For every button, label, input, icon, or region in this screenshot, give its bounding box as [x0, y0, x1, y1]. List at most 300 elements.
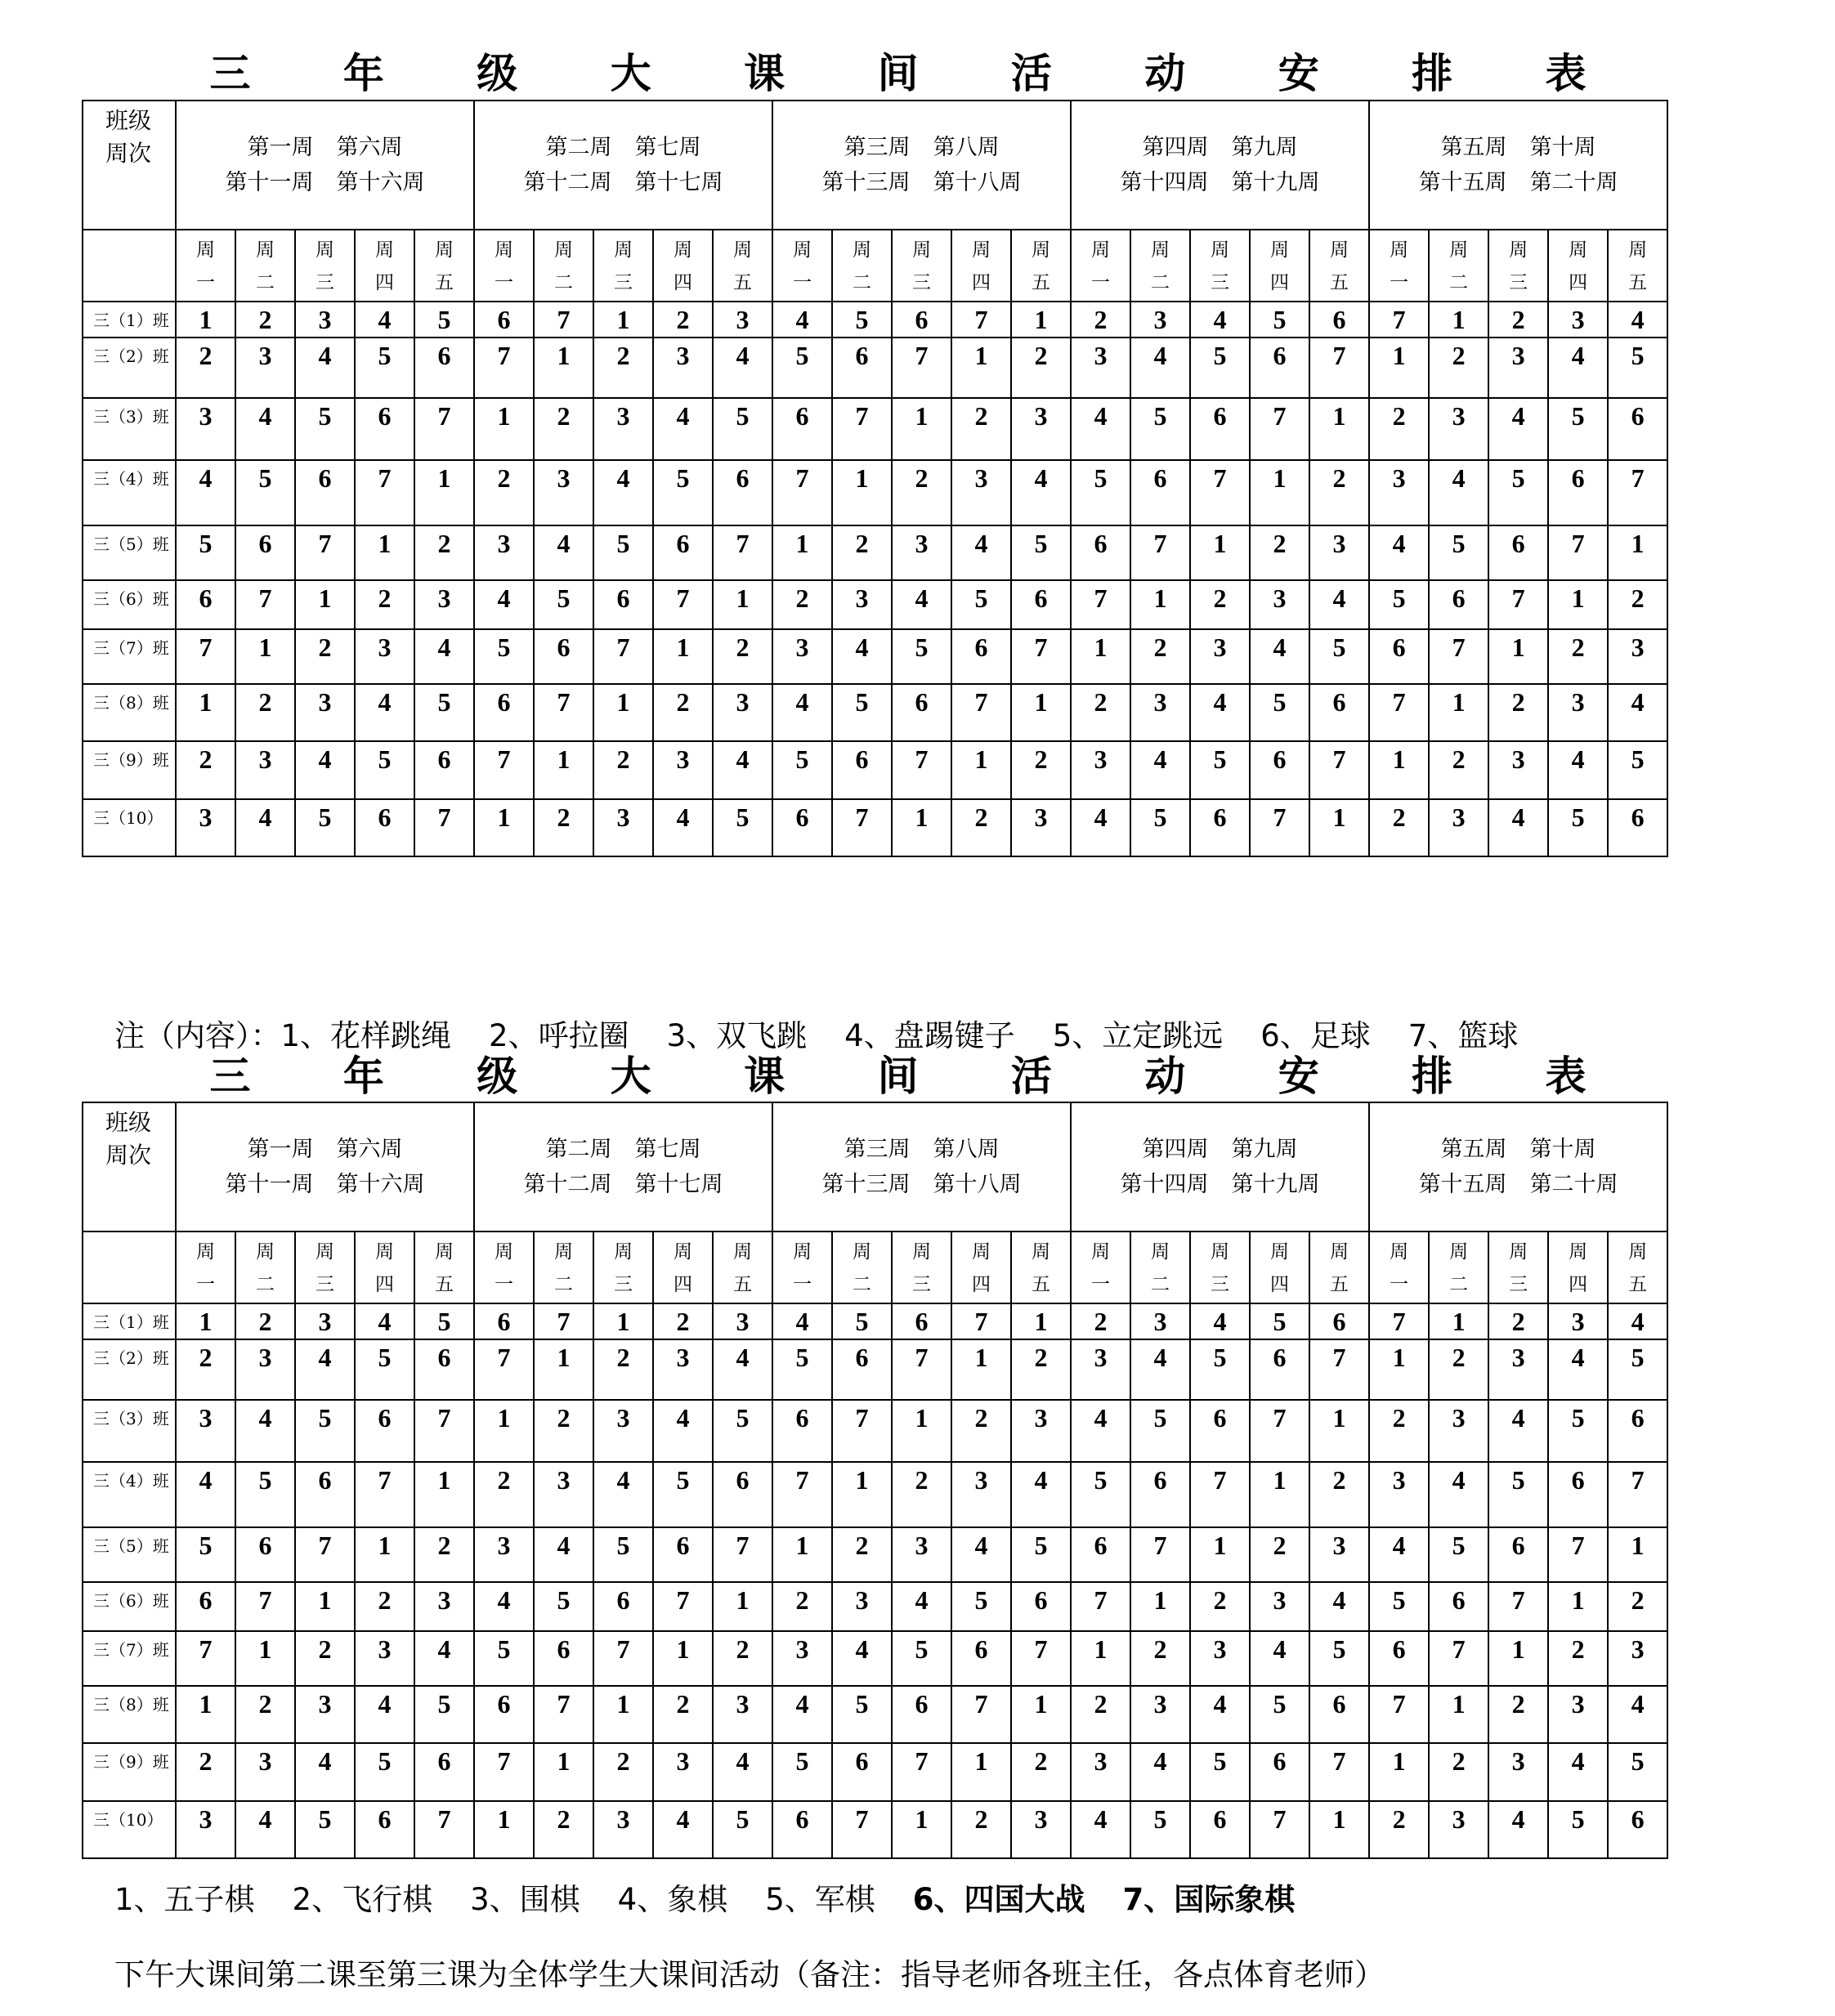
table-row — [83, 525, 1667, 580]
activity-cell: 3 — [1548, 1686, 1608, 1743]
activity-cell: 4 — [1309, 1582, 1369, 1631]
day-header — [1309, 1232, 1369, 1303]
day-header-char: 三 — [614, 1274, 633, 1295]
activity-cell: 1 — [1369, 741, 1429, 799]
day-header-char: 二 — [853, 272, 872, 293]
activity-cell: 7 — [1250, 1400, 1309, 1462]
activity-cell: 5 — [1130, 1801, 1190, 1858]
activity-cell: 7 — [1369, 1303, 1429, 1339]
activity-cell: 1 — [713, 580, 772, 629]
activity-cell: 7 — [951, 1686, 1011, 1743]
day-header — [534, 1232, 593, 1303]
activity-cell: 3 — [295, 302, 355, 337]
day-header — [951, 230, 1011, 302]
week-label: 第十三周 — [821, 1172, 911, 1197]
activity-cell: 4 — [474, 580, 534, 629]
activity-cell: 1 — [772, 1527, 832, 1582]
activity-cell: 3 — [534, 460, 593, 525]
day-header-char: 周 — [316, 1241, 334, 1263]
activity-cell: 2 — [1309, 460, 1369, 525]
activity-cell: 7 — [892, 1339, 951, 1400]
activity-cell: 5 — [892, 629, 951, 684]
activity-cell: 5 — [1369, 580, 1429, 629]
activity-cell: 4 — [176, 460, 235, 525]
activity-cell: 4 — [772, 684, 832, 741]
day-header-char: 周 — [1032, 239, 1051, 261]
activity-cell: 5 — [1608, 337, 1667, 398]
activity-cell: 5 — [713, 1801, 772, 1858]
activity-cell: 4 — [474, 1582, 534, 1631]
activity-cell: 2 — [1011, 337, 1071, 398]
activity-cell: 2 — [1071, 302, 1130, 337]
activity-cell: 3 — [1250, 1582, 1309, 1631]
day-header-char: 周 — [972, 239, 991, 261]
activity-cell: 6 — [772, 799, 832, 856]
activity-cell: 1 — [474, 1400, 534, 1462]
day-header-char: 周 — [256, 239, 275, 261]
day-header-char: 一 — [793, 1274, 812, 1295]
activity-cell: 4 — [1190, 302, 1250, 337]
week-label: 第四周 — [1142, 1137, 1209, 1162]
day-header — [355, 1232, 414, 1303]
activity-cell: 7 — [832, 799, 892, 856]
day-header — [1071, 1232, 1130, 1303]
day-header-char: 周 — [972, 1241, 991, 1263]
corner-label: 班级 — [105, 107, 152, 134]
activity-cell: 5 — [593, 525, 653, 580]
day-header-char: 周 — [1628, 239, 1648, 261]
activity-cell: 2 — [1548, 1631, 1608, 1686]
day-header — [414, 1232, 474, 1303]
activity-cell: 2 — [713, 629, 772, 684]
day-header-char: 周 — [793, 1241, 812, 1263]
activity-cell: 3 — [593, 398, 653, 460]
activity-cell: 3 — [1071, 1743, 1130, 1801]
activity-cell: 2 — [1071, 1303, 1130, 1339]
table-row — [83, 1303, 1667, 1339]
day-header — [235, 230, 295, 302]
week-label: 第五周 — [1440, 1137, 1507, 1162]
activity-cell: 4 — [1608, 302, 1667, 337]
week-label: 第十二周 — [523, 170, 612, 195]
activity-cell: 5 — [1548, 398, 1608, 460]
activity-cell: 3 — [414, 1582, 474, 1631]
activity-cell: 6 — [832, 741, 892, 799]
activity-cell: 2 — [1608, 580, 1667, 629]
activity-cell: 2 — [534, 398, 593, 460]
activity-cell: 7 — [534, 302, 593, 337]
schedule-table — [82, 100, 1668, 857]
activity-cell: 3 — [1011, 1801, 1071, 1858]
day-header-char: 周 — [1449, 1241, 1469, 1263]
day-header — [1190, 230, 1250, 302]
day-header — [1369, 230, 1429, 302]
activity-cell: 1 — [295, 580, 355, 629]
week-label: 第十七周 — [634, 170, 723, 195]
activity-cell: 4 — [1190, 1303, 1250, 1339]
class-label: 三（6）班 — [83, 1582, 176, 1631]
class-label: 三（8）班 — [83, 684, 176, 741]
activity-cell: 3 — [1071, 337, 1130, 398]
schedule-table-second — [82, 1102, 1668, 1859]
legend-item: 5、军棋 — [765, 1882, 875, 1917]
activity-cell: 3 — [653, 741, 713, 799]
activity-cell: 5 — [414, 684, 474, 741]
activity-cell: 5 — [1190, 1339, 1250, 1400]
activity-cell: 5 — [1488, 1462, 1548, 1527]
activity-cell: 2 — [892, 460, 951, 525]
activity-cell: 2 — [653, 302, 713, 337]
activity-cell: 6 — [1548, 1462, 1608, 1527]
day-header — [235, 1232, 295, 1303]
week-label: 第十九周 — [1231, 1172, 1320, 1197]
activity-cell: 2 — [772, 580, 832, 629]
week-label: 第十六周 — [336, 1172, 425, 1197]
activity-cell: 7 — [1309, 1743, 1369, 1801]
activity-cell: 3 — [1130, 1686, 1190, 1743]
activity-cell: 2 — [951, 1801, 1011, 1858]
activity-cell: 2 — [1429, 337, 1488, 398]
day-header-char: 周 — [554, 1241, 574, 1263]
activity-cell: 2 — [1369, 1801, 1429, 1858]
day-header — [892, 230, 951, 302]
activity-cell: 5 — [713, 799, 772, 856]
week-label: 第三周 — [844, 135, 911, 160]
activity-cell: 2 — [1071, 1686, 1130, 1743]
activity-cell: 1 — [1429, 1303, 1488, 1339]
day-header-char: 五 — [733, 1274, 753, 1295]
activity-cell: 3 — [772, 1631, 832, 1686]
activity-cell: 4 — [235, 1400, 295, 1462]
activity-cell: 6 — [892, 684, 951, 741]
activity-cell: 3 — [1011, 398, 1071, 460]
day-header-char: 四 — [1569, 1274, 1588, 1295]
activity-cell: 5 — [1250, 1303, 1309, 1339]
activity-cell: 4 — [414, 629, 474, 684]
week-group-header — [772, 101, 1071, 230]
activity-cell: 5 — [1429, 525, 1488, 580]
activity-cell: 5 — [593, 1527, 653, 1582]
activity-cell: 1 — [1190, 525, 1250, 580]
activity-cell: 1 — [534, 337, 593, 398]
activity-cell: 4 — [892, 580, 951, 629]
activity-cell: 5 — [772, 1339, 832, 1400]
activity-cell: 2 — [1309, 1462, 1369, 1527]
activity-cell: 6 — [474, 1303, 534, 1339]
activity-cell: 6 — [1011, 580, 1071, 629]
activity-cell: 5 — [1429, 1527, 1488, 1582]
activity-cell: 2 — [593, 337, 653, 398]
activity-cell: 3 — [1429, 799, 1488, 856]
day-header-char: 二 — [1151, 272, 1170, 293]
class-label: 三（10） — [83, 1801, 176, 1858]
activity-cell: 6 — [653, 525, 713, 580]
activity-cell: 1 — [593, 302, 653, 337]
week-label: 第九周 — [1231, 1137, 1298, 1162]
activity-cell: 5 — [1488, 460, 1548, 525]
activity-cell: 1 — [1429, 1686, 1488, 1743]
activity-cell: 7 — [1011, 629, 1071, 684]
activity-cell: 2 — [355, 580, 414, 629]
legend-item: 7、国际象棋 — [1122, 1882, 1296, 1917]
activity-cell: 2 — [1488, 302, 1548, 337]
activity-cell: 7 — [414, 799, 474, 856]
activity-cell: 4 — [1548, 1743, 1608, 1801]
activity-cell: 7 — [534, 1303, 593, 1339]
activity-cell: 4 — [355, 302, 414, 337]
activity-cell: 1 — [653, 1631, 713, 1686]
day-header-char: 二 — [1151, 1274, 1170, 1295]
activity-cell: 5 — [772, 741, 832, 799]
activity-cell: 5 — [1190, 1743, 1250, 1801]
activity-cell: 3 — [1548, 302, 1608, 337]
activity-cell: 6 — [1250, 1339, 1309, 1400]
activity-cell: 1 — [1011, 1303, 1071, 1339]
activity-cell: 1 — [1429, 684, 1488, 741]
activity-cell: 3 — [1548, 684, 1608, 741]
activity-cell: 5 — [295, 1400, 355, 1462]
activity-cell: 1 — [355, 525, 414, 580]
week-label: 第十八周 — [933, 170, 1022, 195]
day-header-char: 周 — [912, 1241, 932, 1263]
activity-cell: 3 — [832, 1582, 892, 1631]
activity-cell: 2 — [235, 1686, 295, 1743]
activity-cell: 3 — [713, 684, 772, 741]
activity-cell: 4 — [1369, 525, 1429, 580]
week-label: 第十四周 — [1120, 170, 1209, 195]
week-label: 第一周 — [247, 1137, 314, 1162]
day-header-char: 周 — [1211, 239, 1230, 261]
activity-cell: 2 — [951, 799, 1011, 856]
activity-cell: 5 — [355, 1743, 414, 1801]
activity-cell: 7 — [1071, 1582, 1130, 1631]
table-row — [83, 580, 1667, 629]
activity-cell: 6 — [772, 1400, 832, 1462]
activity-cell: 6 — [1608, 1400, 1667, 1462]
activity-cell: 6 — [892, 1686, 951, 1743]
activity-cell: 2 — [1488, 1303, 1548, 1339]
activity-cell: 4 — [1071, 799, 1130, 856]
activity-cell: 5 — [772, 1743, 832, 1801]
activity-cell: 3 — [1369, 1462, 1429, 1527]
activity-cell: 6 — [1309, 302, 1369, 337]
activity-cell: 7 — [772, 1462, 832, 1527]
activity-cell: 6 — [1429, 580, 1488, 629]
activity-cell: 7 — [176, 629, 235, 684]
table-row — [83, 684, 1667, 741]
legend-item: 1、花样跳绳 — [280, 1018, 452, 1053]
activity-cell: 1 — [295, 1582, 355, 1631]
activity-cell: 4 — [1309, 580, 1369, 629]
activity-cell: 1 — [892, 799, 951, 856]
activity-cell: 3 — [474, 1527, 534, 1582]
day-header-char: 周 — [674, 239, 693, 261]
day-header — [176, 230, 235, 302]
week-group-header — [474, 101, 772, 230]
activity-cell: 5 — [295, 799, 355, 856]
day-header-char: 四 — [1569, 272, 1588, 293]
activity-cell: 6 — [772, 1801, 832, 1858]
activity-cell: 5 — [1190, 741, 1250, 799]
activity-cell: 4 — [235, 398, 295, 460]
activity-cell: 6 — [474, 1686, 534, 1743]
activity-cell: 5 — [355, 1339, 414, 1400]
activity-cell: 3 — [1130, 1303, 1190, 1339]
activity-cell: 6 — [355, 799, 414, 856]
table-row — [83, 799, 1667, 856]
activity-cell: 5 — [1608, 1743, 1667, 1801]
day-header-char: 一 — [1390, 1274, 1409, 1295]
day-header-char: 周 — [435, 1241, 454, 1263]
activity-cell: 1 — [1309, 398, 1369, 460]
day-header-char: 周 — [1270, 1241, 1290, 1263]
activity-cell: 2 — [1429, 741, 1488, 799]
day-header-char: 周 — [495, 1241, 514, 1263]
activity-cell: 2 — [235, 1303, 295, 1339]
activity-cell: 4 — [355, 1303, 414, 1339]
activity-cell: 2 — [951, 398, 1011, 460]
day-header-char: 周 — [1091, 1241, 1111, 1263]
activity-cell: 6 — [355, 1801, 414, 1858]
activity-cell: 4 — [1190, 1686, 1250, 1743]
day-header — [1011, 230, 1071, 302]
activity-cell: 6 — [534, 1631, 593, 1686]
day-header-char: 四 — [1270, 272, 1290, 293]
activity-cell: 2 — [235, 684, 295, 741]
activity-cell: 6 — [593, 1582, 653, 1631]
week-group-header — [772, 1102, 1071, 1232]
activity-cell: 3 — [534, 1462, 593, 1527]
week-label: 第六周 — [336, 1137, 403, 1162]
activity-cell: 1 — [534, 1743, 593, 1801]
activity-cell: 3 — [1250, 580, 1309, 629]
day-header-char: 周 — [1330, 1241, 1349, 1263]
header-corner — [83, 101, 176, 230]
activity-cell: 7 — [1309, 741, 1369, 799]
day-header — [1250, 1232, 1309, 1303]
activity-cell: 5 — [414, 1686, 474, 1743]
table-row — [83, 302, 1667, 337]
activity-cell: 4 — [235, 1801, 295, 1858]
activity-cell: 3 — [1309, 1527, 1369, 1582]
day-header-char: 三 — [912, 272, 932, 293]
activity-cell: 5 — [1130, 799, 1190, 856]
day-header-char: 三 — [1509, 272, 1528, 293]
activity-cell: 3 — [772, 629, 832, 684]
activity-cell: 4 — [295, 1743, 355, 1801]
day-header-char: 一 — [196, 1274, 215, 1295]
activity-cell: 4 — [1130, 1743, 1190, 1801]
activity-cell: 1 — [892, 398, 951, 460]
activity-cell: 2 — [653, 684, 713, 741]
activity-cell: 6 — [892, 1303, 951, 1339]
week-label: 第十周 — [1529, 1137, 1596, 1162]
legend-item: 6、四国大战 — [912, 1882, 1085, 1917]
day-header — [593, 1232, 653, 1303]
activity-cell: 2 — [474, 1462, 534, 1527]
class-label: 三（7）班 — [83, 629, 176, 684]
activity-cell: 5 — [176, 1527, 235, 1582]
day-header-char: 四 — [1270, 1274, 1290, 1295]
week-group-header — [1071, 101, 1369, 230]
activity-cell: 2 — [772, 1582, 832, 1631]
day-header — [653, 1232, 713, 1303]
activity-cell: 3 — [1369, 460, 1429, 525]
day-header — [474, 1232, 534, 1303]
activity-cell: 6 — [1369, 1631, 1429, 1686]
activity-cell: 1 — [1309, 799, 1369, 856]
activity-cell: 7 — [892, 337, 951, 398]
table-row — [83, 1582, 1667, 1631]
activity-cell: 5 — [653, 1462, 713, 1527]
activity-cell: 4 — [653, 799, 713, 856]
blank-cell — [83, 230, 176, 302]
day-header-char: 四 — [972, 272, 991, 293]
activity-cell: 1 — [1250, 460, 1309, 525]
week-label: 第十一周 — [225, 1172, 314, 1197]
activity-cell: 3 — [1190, 629, 1250, 684]
day-header — [1488, 1232, 1548, 1303]
activity-cell: 4 — [951, 525, 1011, 580]
activity-cell: 4 — [235, 799, 295, 856]
activity-cell: 3 — [713, 1686, 772, 1743]
day-header-char: 周 — [1449, 239, 1469, 261]
day-header-char: 一 — [495, 1274, 514, 1295]
activity-cell: 1 — [1071, 1631, 1130, 1686]
activity-cell: 6 — [832, 1339, 892, 1400]
day-header-char: 周 — [1390, 1241, 1409, 1263]
day-header-char: 五 — [435, 1274, 454, 1295]
day-header — [772, 230, 832, 302]
day-header — [1190, 1232, 1250, 1303]
class-label: 三（3）班 — [83, 1400, 176, 1462]
activity-cell: 3 — [176, 1801, 235, 1858]
class-label: 三（4）班 — [83, 1462, 176, 1527]
activity-cell: 6 — [1130, 1462, 1190, 1527]
day-header-char: 周 — [1509, 239, 1528, 261]
activity-cell: 7 — [1369, 1686, 1429, 1743]
activity-cell: 7 — [414, 398, 474, 460]
activity-cell: 7 — [951, 684, 1011, 741]
activity-cell: 3 — [892, 1527, 951, 1582]
day-header-char: 周 — [375, 1241, 394, 1263]
week-group-header — [1071, 1102, 1369, 1232]
activity-cell: 3 — [1488, 337, 1548, 398]
activity-cell: 4 — [1369, 1527, 1429, 1582]
activity-cell: 1 — [593, 684, 653, 741]
activity-cell: 1 — [176, 302, 235, 337]
activity-cell: 7 — [1548, 525, 1608, 580]
activity-cell: 4 — [1130, 337, 1190, 398]
activity-cell: 3 — [235, 337, 295, 398]
week-label: 第六周 — [336, 135, 403, 160]
week-label: 第二周 — [545, 1137, 612, 1162]
activity-cell: 2 — [176, 1339, 235, 1400]
week-label: 第十周 — [1529, 135, 1596, 160]
day-header-char: 周 — [793, 239, 812, 261]
activity-cell: 1 — [474, 799, 534, 856]
activity-cell: 4 — [355, 1686, 414, 1743]
activity-cell: 1 — [534, 1339, 593, 1400]
activity-cell: 3 — [1429, 1801, 1488, 1858]
activity-cell: 5 — [235, 1462, 295, 1527]
day-header-char: 周 — [1569, 239, 1588, 261]
week-label: 第二周 — [545, 135, 612, 160]
activity-cell: 1 — [474, 1801, 534, 1858]
activity-cell: 7 — [355, 460, 414, 525]
activity-cell: 6 — [176, 1582, 235, 1631]
activity-cell: 7 — [355, 1462, 414, 1527]
